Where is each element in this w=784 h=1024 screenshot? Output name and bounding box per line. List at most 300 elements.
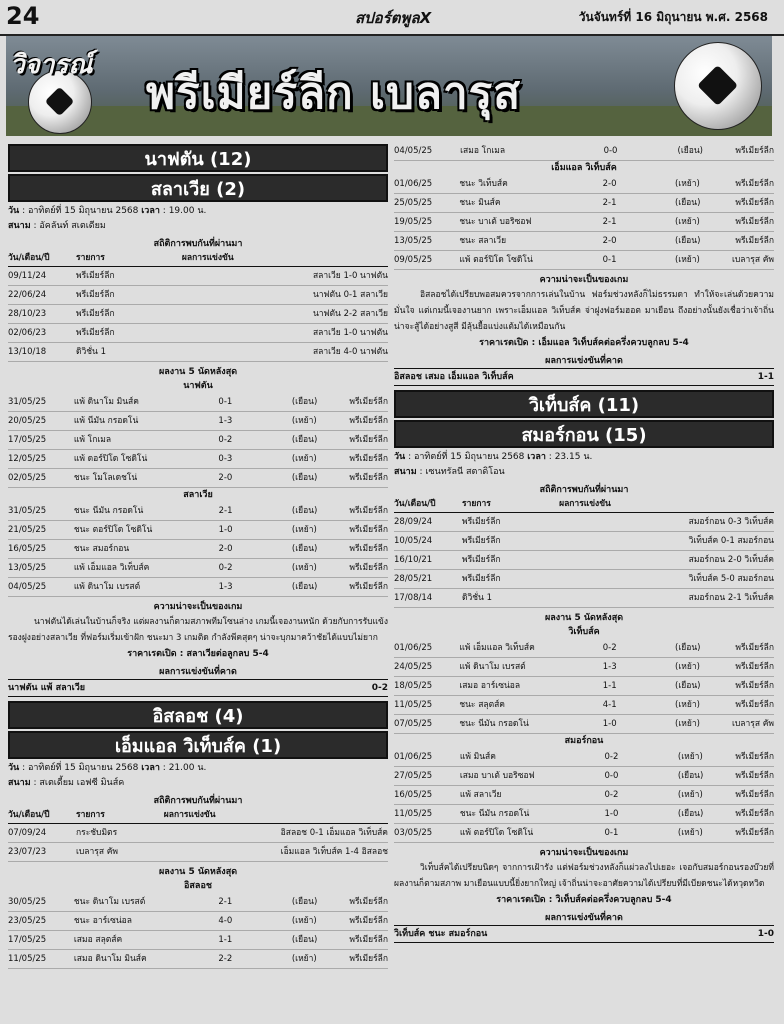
form-result: แพ้ เอ็มแอล วิเท็บส์ค (459, 639, 602, 658)
h2h-header: รายการ (462, 497, 559, 513)
team-bar-away: เอ็มแอล วิเท็บส์ค (1) (8, 731, 388, 759)
form-venue: (เยือน) (675, 677, 732, 696)
form-result: เสมอ สลุตส์ค (74, 931, 219, 950)
form-venue: (เหย้า) (675, 251, 732, 270)
form-row (8, 469, 388, 488)
form-venue: (เหย้า) (292, 412, 350, 431)
form-score: 2-1 (603, 213, 675, 232)
h2h-competition: ดิวิชั่น 1 (76, 343, 182, 362)
form-competition: พรีเมียร์ลีก (349, 412, 388, 431)
form-competition: พรีเมียร์ลีก (735, 805, 774, 824)
form-result: ชนะ ตอร์ปิโด โซดิโน่ (74, 521, 219, 540)
prediction-score: 0-2 (371, 683, 388, 693)
form-venue: (เหย้า) (292, 559, 350, 578)
form-date: 24/05/25 (394, 658, 459, 677)
form-score: 1-0 (603, 715, 675, 734)
form-table-continued (394, 142, 774, 161)
prediction-title: ผลการแข่งขันที่คาด (159, 667, 237, 677)
form-row (8, 431, 388, 450)
form-row (394, 175, 774, 194)
form-date: 09/05/25 (394, 251, 459, 270)
form-row (8, 521, 388, 540)
h2h-competition: พรีเมียร์ลีก (462, 513, 559, 532)
h2h-score: วิเท็บส์ค 5-0 สมอร์กอน (559, 570, 774, 589)
form-competition: พรีเมียร์ลีก (732, 175, 774, 194)
form-venue: (เยือน) (292, 431, 350, 450)
form-result: ชนะ บาเต้ บอริซอฟ (459, 213, 602, 232)
h2h-row (394, 513, 774, 532)
analysis-text: นาฟตันได้เล่นในบ้านก็จริง แต่ผลงานก็ตามสภาพทีมโซนล่าง เกมนี้เจองานหนัก ด้วยกับการรับแข้งรองฝูงอย่างสลาเวีย ที่ฟอร์มเริ่มเข้าฝัก ชนะมา 3 เกมติด กำลังพีคสุดๆ น่าจะบุกมาคว้าชัยได้แบบไม่ยาก (8, 617, 388, 643)
form-result: เสมอ บาเต้ บอริซอฟ (460, 767, 605, 786)
prediction (394, 368, 774, 386)
h2h-competition: พรีเมียร์ลีก (462, 551, 559, 570)
form-competition: พรีเมียร์ลีก (732, 639, 774, 658)
issue-date: วันจันทร์ที่ 16 มิถุนายน พ.ศ. 2568 (578, 10, 768, 24)
day-value: : อาทิตย์ที่ 15 มิถุนายน 2568 (405, 452, 528, 462)
form-venue: (เหย้า) (675, 658, 732, 677)
h2h-row (394, 532, 774, 551)
h2h-header: รายการ (76, 251, 182, 267)
form-result: เสมอ ดินาโม มินส์ค (74, 950, 219, 969)
form-competition: พรีเมียร์ลีก (732, 696, 774, 715)
form-competition: เบลารุส คัพ (732, 715, 774, 734)
form-venue: (เยือน) (678, 142, 736, 161)
team-bar-home: นาฟตัน (12) (8, 144, 388, 172)
h2h-header: รายการ (76, 808, 164, 824)
form-date: 31/05/25 (8, 393, 74, 412)
form-competition: พรีเมียร์ลีก (349, 502, 388, 521)
banner-kicker: วิจารณ์ (10, 50, 93, 80)
h2h-table (394, 497, 774, 608)
left-column (8, 142, 388, 969)
time-value: : 21.00 น. (159, 763, 207, 773)
form-score: 4-1 (603, 696, 675, 715)
h2h-date: 09/11/24 (8, 267, 76, 286)
h2h-date: 28/10/23 (8, 305, 76, 324)
form-row (8, 893, 388, 912)
time-label: เวลา (141, 206, 160, 216)
form-date: 12/05/25 (8, 450, 74, 469)
form-competition: พรีเมียร์ลีก (735, 767, 774, 786)
form-row (8, 912, 388, 931)
form-result: ชนะ นีมัน กรอดโน่ (460, 805, 605, 824)
form-row (8, 950, 388, 969)
form-score: 0-2 (604, 786, 677, 805)
form-result: ชนะ นีมัน กรอดโน่ (459, 715, 602, 734)
h2h-table (8, 808, 388, 862)
h2h-score: นาฟตัน 0-1 สลาเวีย (182, 286, 388, 305)
form-row (8, 450, 388, 469)
form-result: ชนะ ดินาโม เบรสต์ (74, 893, 219, 912)
form-competition: พรีเมียร์ลีก (732, 232, 774, 251)
form-date: 02/05/25 (8, 469, 74, 488)
h2h-date: 02/06/23 (8, 324, 76, 343)
prediction (394, 925, 774, 943)
time-value: : 23.15 น. (545, 452, 593, 462)
form-score: 0-0 (604, 142, 678, 161)
form-score: 2-2 (218, 950, 291, 969)
h2h-row (8, 343, 388, 362)
form-date: 13/05/25 (394, 232, 459, 251)
form-date: 23/05/25 (8, 912, 74, 931)
analysis-text: วิเท็บส์คได้เปรียบนิดๆ จากการเฝ้ารัง แต่ฟอร์มช่วงหลังก็แผ่วลงไปเยอะ เจอกับสมอร์กอนรองบ๊วยที่ผลงานก็ตามสภาพ มาเยือนแบบนี้ยิ่งยากใหญ่ เจ้าถิ่นน่าจะอาศัยความได้เปรียบที่มีเบียดชนะได้หวุดหวิด (394, 863, 774, 889)
form-venue: (เหย้า) (675, 213, 732, 232)
form-row (394, 677, 774, 696)
form-score: 0-2 (604, 748, 677, 767)
odds-rate: ราคาเรตเปิด : วิเท็บส์คต่อครึ่งควบลูกลบ 5-4 (496, 895, 672, 905)
form-venue: (เยือน) (292, 931, 350, 950)
form-score: 0-2 (603, 639, 675, 658)
form-venue: (เยือน) (678, 805, 736, 824)
form-row (394, 658, 774, 677)
soccer-ball-icon (674, 42, 762, 130)
h2h-competition: พรีเมียร์ลีก (76, 286, 182, 305)
form-row (8, 559, 388, 578)
form-score: 2-0 (219, 540, 292, 559)
form-date: 27/05/25 (394, 767, 460, 786)
team-bar-home: วิเท็บส์ค (11) (394, 390, 774, 418)
form-result: แพ้ ดินาโม เบรสต์ (459, 658, 602, 677)
form-row (394, 824, 774, 843)
form-row (394, 194, 774, 213)
h2h-date: 28/09/24 (394, 513, 462, 532)
form-competition: พรีเมียร์ลีก (732, 677, 774, 696)
venue-label: สนาม (8, 778, 31, 788)
h2h-header: ผลการแข่งขัน (559, 497, 774, 513)
prediction (8, 679, 388, 697)
form-date: 11/05/25 (8, 950, 74, 969)
form-venue: (เหย้า) (678, 748, 736, 767)
form-score: 4-0 (218, 912, 291, 931)
form-competition: พรีเมียร์ลีก (349, 393, 388, 412)
form-score: 2-1 (219, 502, 292, 521)
form-result: เสมอ โกเมล (460, 142, 603, 161)
form-venue: (เยือน) (675, 232, 732, 251)
venue-value: : สเตเดี้ยม เอฟซี มินส์ค (30, 778, 125, 788)
form-result: ชนะ สลาเวีย (459, 232, 602, 251)
form-result: แพ้ ดอร์ปิโด โซดิโน่ (74, 450, 219, 469)
day-value: : อาทิตย์ที่ 15 มิถุนายน 2568 (19, 206, 142, 216)
form-venue: (เยือน) (675, 194, 732, 213)
h2h-date: 22/06/24 (8, 286, 76, 305)
form-date: 11/05/25 (394, 696, 459, 715)
h2h-competition: พรีเมียร์ลีก (462, 570, 559, 589)
form-date: 17/05/25 (8, 431, 74, 450)
form-venue: (เยือน) (292, 502, 350, 521)
form-row (8, 502, 388, 521)
form-row (8, 931, 388, 950)
form-table (394, 748, 774, 843)
form-team-title: นาฟตัน (183, 381, 213, 391)
form-venue: (เหย้า) (292, 450, 350, 469)
match-day-time (8, 761, 388, 776)
form-score: 1-1 (603, 677, 675, 696)
form-venue: (เยือน) (678, 767, 736, 786)
form-row (394, 805, 774, 824)
form-row (394, 786, 774, 805)
right-column (394, 142, 774, 947)
h2h-score: นาฟตัน 2-2 สลาเวีย (182, 305, 388, 324)
form-score: 2-0 (218, 469, 291, 488)
day-label: วัน (8, 206, 20, 216)
form-competition: พรีเมียร์ลีก (349, 431, 388, 450)
h2h-title: สถิติการพบกันที่ผ่านมา (153, 239, 243, 249)
form-result: ชนะ นีมัน กรอดโน่ (74, 502, 219, 521)
form-row (394, 232, 774, 251)
odds-rate: ราคาเรตเปิด : สลาเวียต่อลูกลบ 5-4 (127, 649, 269, 659)
analysis-text: อิสลอชได้เปรียบพอสมควรจากการเล่นในบ้าน ฟอร์มช่วงหลังก็ไม่ธรรมดา ทำให้จะเล่นด้วยความมั่นใจ แต่เกมนี้เจองานยาก เพราะเอ็มแอล วิเท็บส์ค จ่าฝูงฟอร์มฮอต มาเยือน ถึงอย่างนั้นยังเชื่อว่าเจ้าถิ่นน่าจะสู้ได้อย่างสูสี มีลุ้นยื้อแบ่งแต้มได้เหมือนกัน (394, 290, 774, 332)
h2h-competition: ดิวิชั่น 1 (462, 589, 559, 608)
form-score: 2-1 (603, 194, 675, 213)
h2h-score: เอ็มแอล วิเท็บส์ค 1-4 อิสลอช (164, 843, 388, 862)
form-score: 1-0 (219, 521, 292, 540)
analysis-title: ความน่าจะเป็นของเกม (153, 602, 243, 612)
h2h-row (394, 551, 774, 570)
form-score: 0-1 (603, 251, 675, 270)
form-competition: พรีเมียร์ลีก (349, 893, 388, 912)
form-date: 20/05/25 (8, 412, 74, 431)
match-venue (8, 219, 388, 234)
h2h-header: ผลการแข่งขัน (182, 251, 388, 267)
form-team-title: เอ็มแอล วิเท็บส์ค (551, 163, 617, 173)
form-team-title: สลาเวีย (183, 490, 213, 500)
form-venue: (เหย้า) (292, 950, 350, 969)
venue-label: สนาม (394, 467, 417, 477)
day-label: วัน (394, 452, 406, 462)
prediction-score: 1-1 (757, 372, 774, 382)
form-score: 2-0 (603, 175, 675, 194)
match-day-time (394, 450, 774, 465)
form-competition: พรีเมียร์ลีก (349, 578, 388, 597)
form-venue: (เหย้า) (675, 175, 732, 194)
h2h-row (8, 305, 388, 324)
form-competition: พรีเมียร์ลีก (349, 559, 388, 578)
form-table (8, 502, 388, 597)
h2h-row (394, 570, 774, 589)
form-table (8, 393, 388, 488)
day-label: วัน (8, 763, 20, 773)
h2h-competition: พรีเมียร์ลีก (76, 305, 182, 324)
form-score: 2-1 (218, 893, 291, 912)
form-row (8, 393, 388, 412)
h2h-competition: พรีเมียร์ลีก (76, 267, 182, 286)
form-score: 1-1 (218, 931, 291, 950)
form-result: ชนะ สมอร์กอน (74, 540, 219, 559)
h2h-competition: กระชับมิตร (76, 824, 164, 843)
form-date: 19/05/25 (394, 213, 459, 232)
form-result: แพ้ สลาเวีย (460, 786, 605, 805)
h2h-title: สถิติการพบกันที่ผ่านมา (153, 796, 243, 806)
form-result: แพ้ ดินาโม เบรสต์ (74, 578, 219, 597)
form-competition: พรีเมียร์ลีก (349, 540, 388, 559)
form-date: 04/05/25 (394, 142, 460, 161)
h2h-row (8, 843, 388, 862)
team-bar-away: สลาเวีย (2) (8, 174, 388, 202)
form-venue: (เยือน) (292, 540, 350, 559)
h2h-score: สมอร์กอน 2-0 วิเท็บส์ค (559, 551, 774, 570)
match-info (394, 450, 774, 480)
form-date: 25/05/25 (394, 194, 459, 213)
form-result: แพ้ ดินาโม มินส์ค (74, 393, 219, 412)
form-row (8, 540, 388, 559)
h2h-competition: เบลารุส คัพ (76, 843, 164, 862)
prediction-text: นาฟตัน แพ้ สลาเวีย (8, 683, 86, 693)
form-result: แพ้ โกเมล (74, 431, 219, 450)
form-result: ชนะ วิเท็บส์ค (459, 175, 602, 194)
form-team-title: สมอร์กอน (564, 736, 604, 746)
form-competition: พรีเมียร์ลีก (732, 658, 774, 677)
venue-value: : เซนทรัลนี สตาดิโอน (416, 467, 505, 477)
form-date: 18/05/25 (394, 677, 459, 696)
form-row (394, 748, 774, 767)
form-date: 11/05/25 (394, 805, 460, 824)
form-row (394, 696, 774, 715)
h2h-date: 10/05/24 (394, 532, 462, 551)
form-score: 0-1 (604, 824, 677, 843)
form-row (394, 142, 774, 161)
form-competition: พรีเมียร์ลีก (349, 469, 388, 488)
form-date: 01/06/25 (394, 639, 459, 658)
h2h-score: สมอร์กอน 0-3 วิเท็บส์ค (559, 513, 774, 532)
h2h-header: วัน/เดือน/ปี (8, 808, 76, 824)
match-info (8, 204, 388, 234)
form-score: 1-3 (219, 578, 292, 597)
team-bar-away: สมอร์กอน (15) (394, 420, 774, 448)
form-table (8, 893, 388, 969)
form-competition: พรีเมียร์ลีก (735, 142, 774, 161)
h2h-score: วิเท็บส์ค 0-1 สมอร์กอน (559, 532, 774, 551)
page-header (0, 0, 784, 36)
h2h-table (8, 251, 388, 362)
match-day-time (8, 204, 388, 219)
form-score: 1-0 (604, 805, 677, 824)
prediction-text: อิสลอช เสมอ เอ็มแอล วิเท็บส์ค (394, 372, 514, 382)
form-score: 1-3 (218, 412, 291, 431)
form-date: 01/06/25 (394, 175, 459, 194)
form-competition: พรีเมียร์ลีก (349, 450, 388, 469)
h2h-title: สถิติการพบกันที่ผ่านมา (539, 485, 629, 495)
form-date: 31/05/25 (8, 502, 74, 521)
form-date: 21/05/25 (8, 521, 74, 540)
banner-title: พรีเมียร์ลีก เบลารุส (146, 68, 522, 119)
form-score: 0-3 (218, 450, 291, 469)
form-date: 07/05/25 (394, 715, 459, 734)
form-competition: พรีเมียร์ลีก (735, 786, 774, 805)
h2h-score: สมอร์กอน 2-1 วิเท็บส์ค (559, 589, 774, 608)
form-competition: พรีเมียร์ลีก (735, 824, 774, 843)
form-competition: พรีเมียร์ลีก (349, 931, 388, 950)
form-date: 01/06/25 (394, 748, 460, 767)
form-venue: (เยือน) (675, 639, 732, 658)
form-date: 16/05/25 (394, 786, 460, 805)
form-competition: เบลารุส คัพ (732, 251, 774, 270)
form-row (394, 715, 774, 734)
form-venue: (เยือน) (292, 469, 350, 488)
h2h-header: ผลการแข่งขัน (164, 808, 388, 824)
form-score: 0-1 (218, 393, 291, 412)
form-venue: (เหย้า) (292, 521, 350, 540)
form-competition: พรีเมียร์ลีก (732, 194, 774, 213)
h2h-row (8, 324, 388, 343)
form-row (394, 251, 774, 270)
h2h-row (8, 824, 388, 843)
form-venue: (เยือน) (292, 893, 350, 912)
form-date: 13/05/25 (8, 559, 74, 578)
form-venue: (เหย้า) (675, 696, 732, 715)
h2h-date: 13/10/18 (8, 343, 76, 362)
form-competition: พรีเมียร์ลีก (735, 748, 774, 767)
banner (6, 36, 772, 136)
form-competition: พรีเมียร์ลีก (349, 912, 388, 931)
odds-rate: ราคาเรตเปิด : เอ็มแอล วิเท็บส์คต่อครึ่งควบลูกลบ 5-4 (479, 338, 689, 348)
h2h-competition: พรีเมียร์ลีก (462, 532, 559, 551)
last5-title: ผลงาน 5 นัดหลังสุด (544, 613, 624, 623)
form-row (394, 213, 774, 232)
h2h-row (8, 286, 388, 305)
form-score: 2-0 (603, 232, 675, 251)
h2h-score: สลาเวีย 4-0 นาฟตัน (182, 343, 388, 362)
time-value: : 19.00 น. (159, 206, 207, 216)
h2h-date: 07/09/24 (8, 824, 76, 843)
form-result: แพ้ นีมัน กรอดโน่ (74, 412, 219, 431)
prediction-title: ผลการแข่งขันที่คาด (545, 913, 623, 923)
h2h-date: 23/07/23 (8, 843, 76, 862)
form-result: เสมอ อาร์เซน่อล (459, 677, 602, 696)
form-table (394, 639, 774, 734)
form-result: ชนะ มินส์ค (459, 194, 602, 213)
h2h-date: 16/10/21 (394, 551, 462, 570)
last5-title: ผลงาน 5 นัดหลังสุด (158, 367, 238, 377)
h2h-date: 17/08/14 (394, 589, 462, 608)
form-venue: (เหย้า) (292, 912, 350, 931)
form-result: ชนะ สลุตส์ค (459, 696, 602, 715)
form-venue: (เหย้า) (675, 715, 732, 734)
analysis-title: ความน่าจะเป็นของเกม (539, 848, 629, 858)
form-venue: (เหย้า) (678, 786, 736, 805)
form-row (394, 639, 774, 658)
form-score: 0-2 (218, 431, 291, 450)
team-bar-home: อิสลอช (4) (8, 701, 388, 729)
form-result: แพ้ ตอร์ปิโด โซดิโน่ (460, 824, 605, 843)
form-competition: พรีเมียร์ลีก (732, 213, 774, 232)
time-label: เวลา (141, 763, 160, 773)
last5-title: ผลงาน 5 นัดหลังสุด (158, 867, 238, 877)
form-venue: (เยือน) (292, 578, 350, 597)
h2h-score: สลาเวีย 1-0 นาฟตัน (182, 324, 388, 343)
form-result: แพ้ มินส์ค (460, 748, 605, 767)
form-row (394, 767, 774, 786)
form-score: 0-2 (219, 559, 292, 578)
form-team-title: อิสลอช (184, 881, 212, 891)
form-score: 1-3 (603, 658, 675, 677)
h2h-score: สลาเวีย 1-0 นาฟตัน (182, 267, 388, 286)
form-team-title: วิเท็บส์ค (568, 627, 600, 637)
h2h-header: วัน/เดือน/ปี (394, 497, 462, 513)
page-number: 24 (6, 2, 40, 30)
h2h-row (8, 267, 388, 286)
form-date: 30/05/25 (8, 893, 74, 912)
form-score: 0-0 (604, 767, 677, 786)
h2h-competition: พรีเมียร์ลีก (76, 324, 182, 343)
match-venue (8, 776, 388, 791)
form-date: 16/05/25 (8, 540, 74, 559)
form-venue: (เยือน) (292, 393, 350, 412)
venue-value: : อัคลันท์ สเตเดียม (30, 221, 106, 231)
form-result: แพ้ ตอร์ปิโด โซดิโน่ (459, 251, 602, 270)
form-competition: พรีเมียร์ลีก (349, 521, 388, 540)
match-venue (394, 465, 774, 480)
analysis-title: ความน่าจะเป็นของเกม (539, 275, 629, 285)
